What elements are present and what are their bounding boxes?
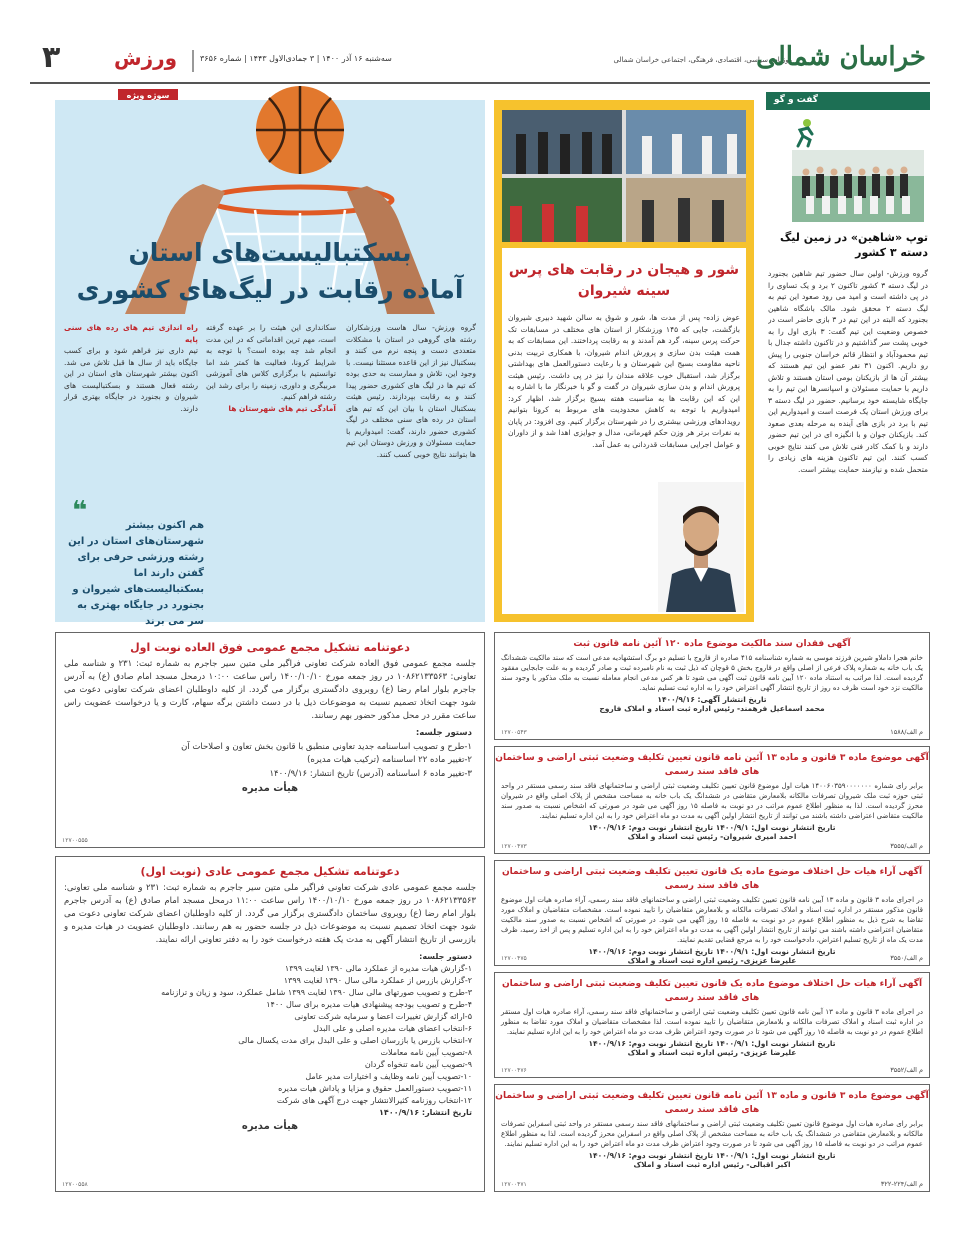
ad-agenda — [56, 725, 484, 783]
feature-column-3 — [64, 322, 198, 492]
ad-serial: م الف/۱۵۸۸ — [890, 728, 923, 736]
ad-extraordinary-assembly — [55, 632, 485, 848]
quote-mark-icon: ❝ — [72, 496, 88, 526]
tagline: روزنامه سیاسی، اقتصادی، فرهنگی، اجتماعی خراسان شمالی — [613, 56, 792, 64]
ad-code: ۱۲۷۰۰۴۷۶ — [501, 1067, 527, 1074]
newspaper-logo: خراسان شمالی — [756, 42, 926, 72]
agenda-item: ۶-انتخاب اعضای هیات مدیره اصلی و علی البدل — [313, 1024, 472, 1033]
ad-signature: علیرضا عزیزی- رئیس اداره ثبت اسناد و املاک — [627, 956, 797, 965]
agenda-item: ۱-گزارش هیات مدیره از عملکرد مالی ۱۳۹۰ لغایت ۱۳۹۹ — [284, 964, 472, 973]
ad-signature: احمد امیری شیروان- رئیس ثبت اسناد و املاک — [627, 832, 797, 841]
ad-dispute-ruling-2 — [494, 972, 930, 1078]
ad-body: برابر رای صادره هیات اول موضوع قانون تعیین تکلیف وضعیت ثبتی اراضی و ساختمانهای فاقد سند رسمی مستقر در واحد ثبتی اسفراین تصرفات مالکانه و بلامعارض متقاضی در ششدانگ یک باب خانه به مساحت مشخص از پلاک اصلی واقع در اسفراین محرز گردیده است. لذا به منظور اطلاع عموم مراتب در دو نوبت به فاصله ۱۵ روز آگهی می شود تا در صورت وجود اعتراض ظرف مدت دو ماه اعتراض خود را به این اداره تسلیم نمایند. — [501, 1120, 923, 1148]
ad-signature: هیأت مدیره — [241, 783, 299, 794]
feature-column-3-text: تیم داری نیز فراهم شود و برای کسب جایگاه باید از سال ها قبل تلاش می شد. اکنون بیشتر شهرستان های استان در این رشته فعال هستند و بسکتبالیست های شیروان و بجنورد در جایگاه بهتری قرار دارند. — [64, 346, 198, 413]
ad-body: در اجرای ماده ۳ قانون و ماده ۱۳ آیین نامه قانون تعیین تکلیف وضعیت ثبتی اراضی و ساختمانهای فاقد سند رسمی، آراء صادره هیات اول موضوع قانون مذکور مستقر در اداره ثبت اسناد و املاک تصرفات مالکانه و بلامعارض متقاضیان را تایید نموده است. مشخصات متقاضیان و املاک مورد تقاضا به شرح ذیل به منظور اطلاع عموم در دو نوبت به فاصله ۱۵ روز آگهی می شود. در صورتی که اشخاص نسبت به صدور سند مالکیت متقاضیان اعتراضی داشته باشند می توانند از تاریخ انتشار اولین آگهی به مدت دو ماه اعتراض خود را به این اداره تسلیم و پس از اخذ رسید، ظرف مدت یک ماه از تاریخ تسلیم اعتراض، دادخواست خود را به مرجع قضایی تقدیم نمایند. — [501, 896, 923, 944]
ad-date: تاریخ انتشار نوبت اول: ۱۴۰۰/۹/۱ تاریخ انتشار نوبت دوم: ۱۴۰۰/۹/۱۶ — [588, 823, 836, 832]
ad-date: تاریخ انتشار آگهی: ۱۴۰۰/۹/۱۶ — [657, 695, 767, 704]
ad-title: آگهی موضوع ماده ۳ قانون و ماده ۱۳ آئین نامه قانون تعیین تکلیف وضعیت ثبتی اراضی و ساختمان های فاقد سند رسمی — [495, 1091, 929, 1115]
ad-body: برابر رای شماره ۱۴۰۰۶۰۳۵۹۰۰۰۰۰۰۰ هیات اول موضوع قانون تعیین تکلیف وضعیت ثبتی اراضی و ساختمانهای فاقد سند رسمی مستقر در واحد ثبتی حوزه ثبت ملک شیروان تصرفات مالکانه بلامعارض متقاضی در ششدانگ یک باب خانه به مساحت مشخص از پلاک اصلی واقع در شیروان محرز گردیده است. لذا به منظور اطلاع عموم مراتب در دو نوبت به فاصله ۱۵ روز آگهی می شود در صورتی که اشخاص نسبت به صدور سند مالکیت متقاضی اعتراضی داشته باشند می توانند از تاریخ انتشار اولین آگهی به مدت دو ماه اعتراض خود را به این اداره تسلیم نمایند. — [501, 782, 924, 820]
agenda-item: ۳-طرح و تصویب صورتهای مالی سال ۱۳۹۰ لغایت ۱۳۹۹ شامل عملکرد، سود و زیان و ترازنامه — [161, 988, 472, 997]
feature-pull-quote: هم اکنون بیشتر شهرستان‌های استان در این رشته ورزشی حرفی برای گفتن دارند اما بسکتبالیست‌های شیروان و بجنورد در جایگاه بهتری به سر می برند — [68, 520, 204, 627]
section-name: ورزش — [114, 46, 178, 70]
ad-title: آگهی آراء هیات حل اختلاف موضوع ماده یک قانون تعیین تکلیف وضعیت ثبتی اراضی و ساختمان های فاقد سند رسمی — [501, 867, 923, 891]
ad-code: ۱۲۷۰۰۵۴۳ — [501, 729, 527, 736]
agenda-item: ۴-طرح و تصویب بودجه پیشنهادی هیات مدیره برای سال ۱۴۰۰ — [266, 1000, 472, 1009]
agenda-item: ۱۲-انتخاب روزنامه کثیرالانتشار جهت درج آگهی های شرکت — [276, 1096, 472, 1105]
ad-signature: هیأت مدیره — [241, 1121, 299, 1132]
ad-title: آگهی آراء هیات حل اختلاف موضوع ماده یک قانون تعیین تکلیف وضعیت ثبتی اراضی و ساختمان های فاقد سند رسمی — [501, 979, 923, 1003]
runner-icon — [792, 118, 818, 148]
interview-body: گروه ورزش- اولین سال حضور تیم شاهین بجنورد در لیگ دسته ۳ کشور تاکنون ۲ برد و یک تساوی را در پی داشته است و امید می رود صعود این تیم به لیگ دسته ۲ محقق شود. مالک باشگاه شاهین بجنورد که البته در این تیم در ۳ بازی حاضر است در خصوص وضعیت این تیم گفت: ۳ بازی اول را به خوبی پشت سر گذاشتیم و در تاکنون داشته جدال با تیم محمودآباد و انتظار قائم خراسان جنوبی را پیش رو داریم. اکنون ۳۱ نفر عضو این تیم هستند که بیشتر آن ها از بازیکنان بومی استان هستند و تلاش داریم با حمایت مسئولان و اسپانسرها این تیم را به جایگاه شایسته خود برسانیم. حضور در لیگ دسته ۳ برای ورزش استان یک فرصت است و امیدواریم این تیم با برد در بازی های آینده به مرحله بعدی صعود کند. بازیکنان جوان و با انگیزه ای در این تیم حضور دارند و با کمک کادر فنی تلاش می کنند نتایج خوبی کسب کنند. این تیم تاکنون هزینه های زیادی را متحمل شده و نیازمند حمایت بیشتر است. — [768, 269, 928, 474]
divider — [192, 50, 194, 72]
special-body: عوض زاده- پس از مدت ها، شور و شوق به سالن شهید دبیری شیروان بازگشت، جایی که ۱۴۵ ورزشکار از استان های مختلف در مسابقات تک حرکت پرس سینه، گرد هم آمدند و به رقابت پرداختند. این مسابقات که به همت هیئت بدن سازی و پرورش اندام شیروان، با همکاری تربیت بدنی ناحیه مقاومت بسیج این شهرستان و با رعایت دستورالعمل های بهداشتی برگزار شد، استقبال خوب علاقه مندان را نیز در پی داشت. رئیس هیئت پرورش اندام و بدن سازی شیروان در گفت و گو با خبرنگار ما با اشاره به این که این رقابت ها به مناسبت هفته بسیج برگزار شد، اظهار کرد: امیدواریم با توجه به کاهش محدودیت های مربوط به کرونا بتوانیم رویدادهای ورزشی بیشتری را در شهرستان برگزار کنیم. وی افزود: در پایان به نفرات برتر هر وزن حکم قهرمانی، مدال و جوایزی اهدا شد و از داوران و عوامل اجرایی مسابقات قدردانی به عمل آمد. — [508, 313, 740, 449]
ad-code: ۱۲۷۰۰۵۵۵ — [62, 837, 88, 844]
agenda-item: ۸-تصویب آیین نامه معاملات — [380, 1048, 472, 1057]
ad-code: ۱۲۷۰۰۵۵۸ — [62, 1181, 88, 1188]
agenda-item: ۲-گزارش بازرس از عملکرد مالی سال ۱۳۹۰ لغایت ۱۳۹۹ — [283, 976, 472, 985]
ad-body: جلسه مجمع عمومی عادی شرکت تعاونی فراگیر ملی متین سیر جاجرم به شماره ثبت: ۲۳۱ و شناسه ملی تعاونی: ۱۰۸۶۲۱۳۳۵۶۳ در روز جمعه مورخ ۱۴۰۰/۱۰/۱۰ راس ساعت ۱۱:۰۰ درمحل مسجد امام صادق (ع) به آدرس جاجرم بلوار امام رضا (ع) روبروی ساختمان دادگستری برگزار می گردد. از کلیه داوطلبان اعضای شرکت تعاونی دعوت می شود جهت اتخاذ تصمیم نسبت به موضوعات ذیل در جلسه حضور به هم رسانند. داوطلبان عضویت در هیات مدیره و بازرسی از تاریخ انتشار آگهی به مدت یک هفته درخواست خود را به دفتر تعاونی ارائه نمایند. — [64, 883, 477, 945]
interview-header-bar — [766, 92, 930, 110]
feature-title-line2: آماده رقابت در لیگ‌های کشوری — [76, 275, 464, 304]
ad-title: دعوتنامه تشکیل مجمع عمومی فوق العاده نوبت اول — [130, 641, 410, 654]
agenda-item: ۵-ارائه گزارش تغییرات اعضا و سرمایه شرکت تعاونی — [294, 1012, 472, 1021]
feature-column-1: گروه ورزش- سال هاست ورزشکاران رشته های گروهی در استان با مشکلات متعددی دست و پنجه نرم می کنند و بسکتبال نیز از این قاعده مستثنا نیست. با وجود این، تلاش و ممارست به حدی بوده که تیم ها در لیگ های کشوری حضور پیدا کنند و به رقابت بپردازند. رئیس هیئت بسکتبال استان با بیان این که تیم های استان در رده های سنی مختلف در لیگ کشوری حضور دارند، گفت: امیدواریم با حمایت مسئولان و ورزش دوستان این تیم ها بتوانند نتایج خوبی کسب کنند. — [346, 323, 476, 459]
event-photo-collage — [502, 110, 746, 242]
portrait-photo — [658, 482, 744, 612]
agenda-item: ۱۰-تصویب آیین نامه وظایف و اختیارات مدیر عامل — [305, 1072, 472, 1081]
interview-title: توپ «شاهین» در زمین لیگ دسته ۳ کشور — [780, 231, 928, 259]
ad-date: تاریخ انتشار نوبت اول: ۱۴۰۰/۹/۱ تاریخ انتشار نوبت دوم: ۱۴۰۰/۹/۱۶ — [588, 1151, 836, 1160]
agenda-item: ۱-طرح و تصویب اساسنامه جدید تعاونی منطبق با قانون بخش تعاون و اصلاحات آن — [181, 741, 472, 752]
ad-ordinary-assembly — [55, 856, 485, 1192]
feature-subhead-2: راه اندازی تیم های رده های سنی پایه — [64, 323, 198, 344]
ad-serial: م الف/۳۵۵۲ — [890, 1066, 923, 1074]
feature-column-2 — [206, 322, 336, 618]
page-number: ۳ — [42, 40, 61, 75]
agenda-item: ۹-تصویب آیین نامه تنخواه گردان — [364, 1060, 472, 1069]
ad-agenda — [56, 949, 484, 1121]
team-photo — [792, 150, 924, 222]
agenda-title: دستور جلسه: — [415, 728, 472, 738]
agenda-item: ۳-تغییر ماده ۶ اساسنامه (آدرس) تاریخ انتشار: ۱۴۰۰/۹/۱۶ — [269, 768, 472, 779]
agenda-item: ۷-انتخاب بازرس یا بازرسان اصلی و علی البدل برای مدت یکسال مالی — [238, 1036, 472, 1045]
ad-title: دعوتنامه تشکیل مجمع عمومی عادی (نوبت اول) — [140, 865, 400, 878]
ad-body: جلسه مجمع عمومی فوق العاده شرکت تعاونی فراگیر ملی متین سیر جاجرم به شماره ثبت: ۲۳۱ و شناسه ملی تعاونی: ۱۰۸۶۲۱۳۳۵۶۳ در روز جمعه مورخ ۱۴۰۰/۱۰/۱۰ راس ساعت ۱۰:۰۰ درمحل مسجد امام صادق (ع) به آدرس جاجرم بلوار امام رضا (ع) روبروی دادگستری برگزار می گردد. از کلیه داوطلبان اعضای شرکت تعاونی دعوت می شود جهت اتخاذ تصمیم نسبت به موضوعات ذیل با در دست داشتن برگه سهام، کارت و یا درخواست عضویت راس ساعت مقرر در محل مذکور حضور بهم رسانند. — [64, 659, 477, 721]
ad-body: در اجرای ماده ۳ قانون و ماده ۱۳ آیین نامه قانون تعیین تکلیف وضعیت ثبتی اراضی و ساختمانهای فاقد سند رسمی، آراء صادره هیات اول مستقر در اداره ثبت اسناد و املاک تصرفات مالکانه و بلامعارض متقاضیان را تایید نموده است. لذا مشخصات متقاضیان و املاک مورد تقاضا به منظور اطلاع عموم در دو نوبت به فاصله ۱۵ روز آگهی می شود تا در صورت وجود اعتراض ظرف مدت دو ماه اعتراض خود را به این اداره تسلیم نمایند. — [501, 1008, 923, 1036]
ad-title: آگهی موضوع ماده ۳ قانون و ماده ۱۳ آئین نامه قانون تعیین تکلیف وضعیت ثبتی اراضی و ساختمان های فاقد سند رسمی — [495, 753, 929, 777]
issue-date: سه‌شنبه ۱۶ آذر ۱۴۰۰ | ۳ جمادی‌الاول ۱۴۴۳ | شماره ۳۶۵۶ — [200, 54, 392, 63]
ad-serial: م الف/۳۵۵۰ — [890, 954, 923, 962]
ad-signature: علیرضا عزیزی- رئیس اداره ثبت اسناد و املاک — [627, 1048, 797, 1057]
ad-serial: م الف/۲۲۴-۳۲۲ — [880, 1180, 923, 1188]
ad-signature: اکبر اقبالی- رئیس اداره ثبت اسناد و املاک — [633, 1160, 791, 1169]
agenda-title: دستور جلسه: — [419, 952, 472, 961]
ad-serial: م الف/۳۵۵۵ — [890, 842, 923, 850]
agenda-item: ۱۱-تصویب دستورالعمل حقوق و مزایا و پاداش هیات مدیره — [278, 1084, 472, 1093]
feature-subhead-1: آمادگی تیم های شهرستان ها — [228, 403, 336, 413]
ad-code: ۱۲۷۰۰۴۷۵ — [501, 955, 527, 962]
interview-label: گفت و گو — [774, 95, 818, 105]
feature-title — [62, 234, 478, 308]
ad-code: ۱۲۷۰۰۴۷۱ — [501, 1181, 527, 1188]
ad-date: تاریخ انتشار نوبت اول: ۱۴۰۰/۹/۱ تاریخ انتشار نوبت دوم: ۱۴۰۰/۹/۱۶ — [588, 1039, 836, 1048]
special-title: شور و هیجان در رقابت های پرس سینه شیروان — [508, 262, 740, 299]
agenda-item: ۲-تغییر ماده ۲۲ اساسنامه (ترکیب هیات مدیره) — [307, 755, 472, 765]
ad-date: تاریخ انتشار نوبت اول: ۱۴۰۰/۹/۱ تاریخ انتشار نوبت دوم: ۱۴۰۰/۹/۱۶ — [588, 947, 836, 956]
feature-title-line1: بسکتبالیست‌های استان — [128, 238, 412, 267]
ad-code: ۱۲۷۰۰۴۷۳ — [501, 843, 527, 850]
ad-body: خانم هجرا داملاو شیرین فرزند موسی به شماره شناسنامه ۴۱۵ صادره از فاروج با تسلیم دو برگ استشهادیه مدعی است که سند مالکیت ششدانگ یک باب خانه به شماره پلاک فرعی از اصلی واقع در فاروج بخش ۵ قوچان که ذیل ثبت به نام نامبرده ثبت و صادر گردیده و به علت جابجایی مفقود گردیده است. لذا مراتب به استناد ماده ۱۲۰ آیین نامه قانون ثبت آگهی می شود تا هر کس مدعی انجام معامله نسبت به ملک مذکور یا وجود سند مالکیت نزد خود است ظرف ده روز از تاریخ انتشار آگهی اعتراض خود را به اداره ثبت تسلیم نماید. — [501, 654, 924, 692]
ad-title: آگهی فقدان سند مالکیت موضوع ماده ۱۲۰ آئین نامه قانون ثبت — [573, 639, 851, 649]
special-label: سوژه ویژه — [118, 89, 178, 103]
ad-dispute-ruling-1 — [494, 860, 930, 966]
ad-deed-status-1 — [494, 746, 930, 854]
ad-signature: محمد اسماعیل فرهمند- رئیس اداره ثبت اسناد و املاک فاروج — [599, 704, 825, 713]
ad-lost-deed — [494, 632, 930, 740]
feature-column-2-text: سکانداری این هیئت را بر عهده گرفته است، مهم ترین اقداماتی که در این مدت انجام شد چه بوده است؟ با توجه به شرایط کرونا، فعالیت ها کمتر شد اما توانستیم با برگزاری کلاس های آموزشی مربیگری و داوری، زمینه را برای رشد این رشته فراهم کنیم. — [206, 323, 336, 401]
ad-date: تاریخ انتشار: ۱۴۰۰/۹/۱۶ — [379, 1108, 472, 1117]
ad-deed-status-2 — [494, 1084, 930, 1192]
